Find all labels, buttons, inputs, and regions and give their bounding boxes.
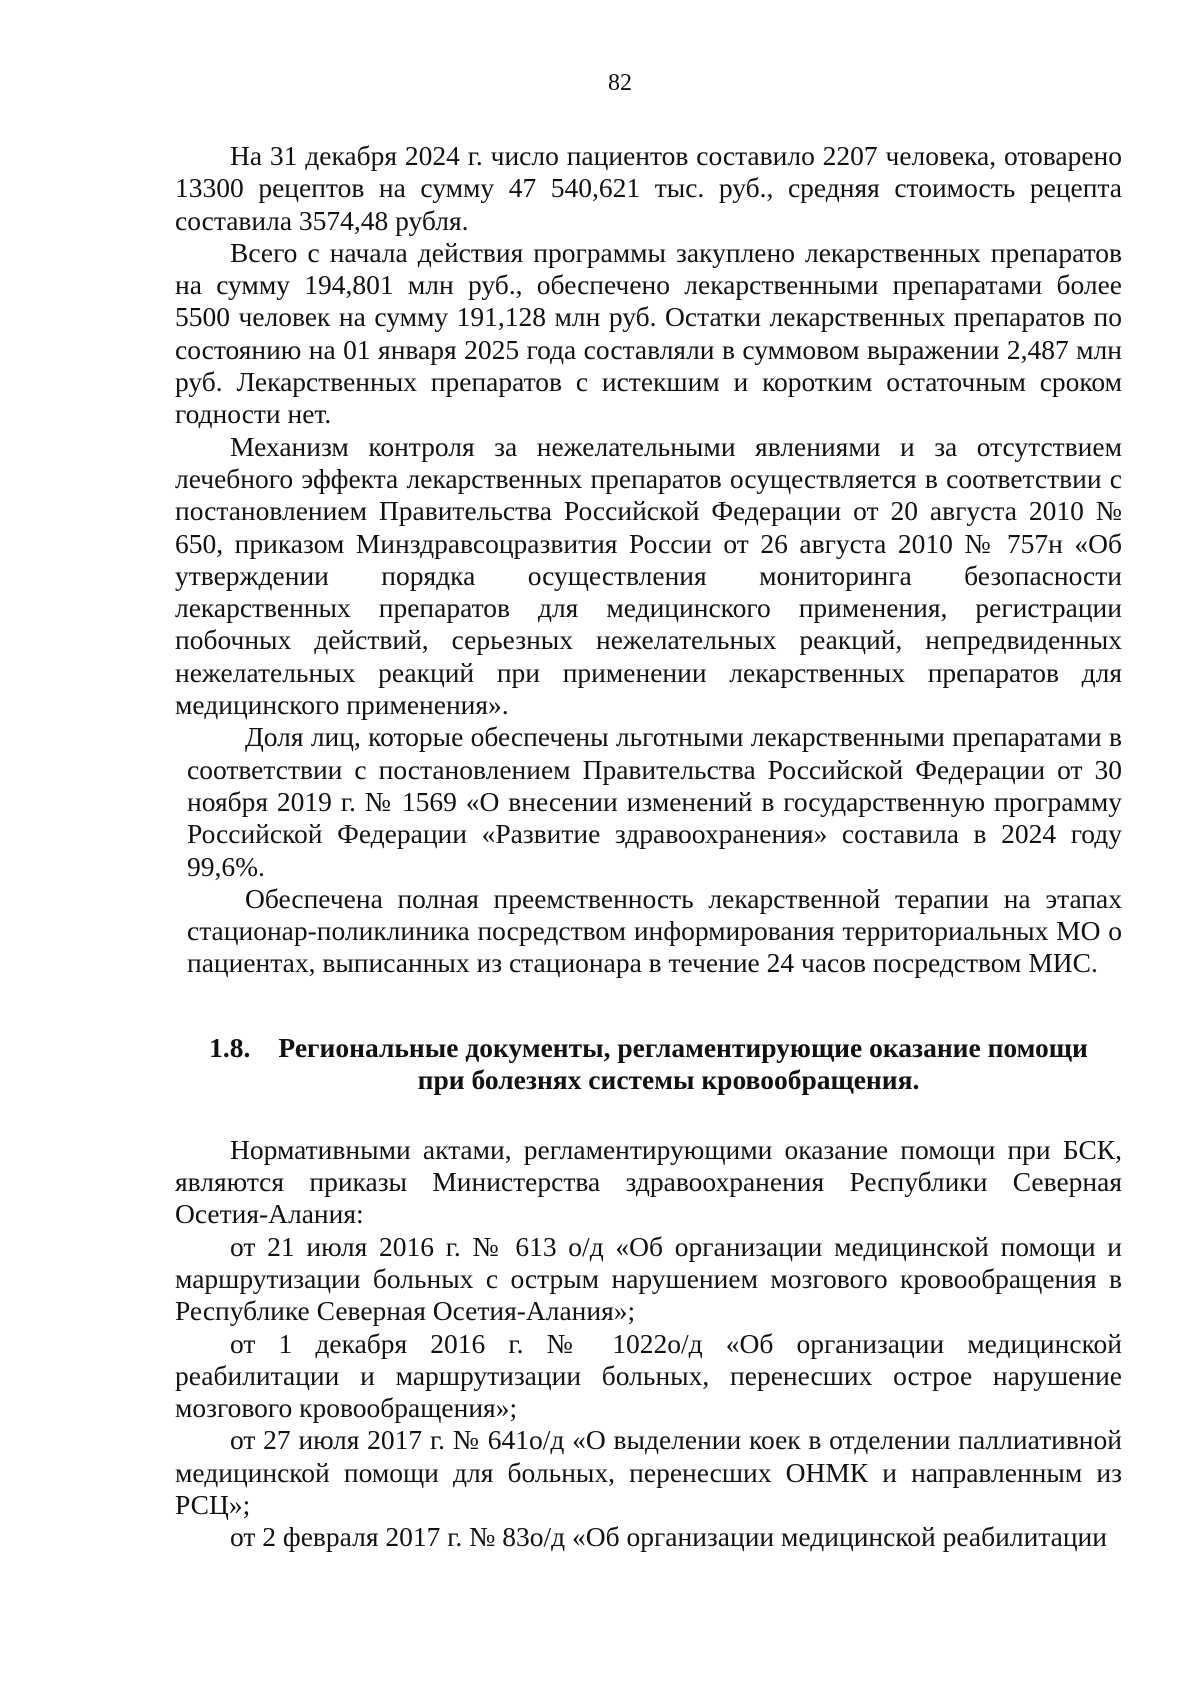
list-item-order-83: от 2 февраля 2017 г. № 83о/д «Об организации медицинской реабилитации bbox=[230, 1521, 1107, 1553]
section-title-line1: Региональные документы, регламентирующие оказание помощи bbox=[278, 1031, 1088, 1063]
section-title-line2: при болезнях системы кровообращения. bbox=[417, 1063, 920, 1095]
paragraph-patients-2024: На 31 декабря 2024 г. число пациентов составило 2207 человека, отоварено 13300 рецептов на сумму 47 540,621 тыс. руб., средняя стоимость рецепта составила 3574,48 рубля. bbox=[175, 140, 1122, 236]
list-item-order-1022: от 1 декабря 2016 г. № 1022о/д «Об организации медицинской реабилитации и маршрутизации больных, перенесших острое нарушение мозгового кровообращения»; bbox=[175, 1327, 1122, 1424]
paragraph-adverse-events-control: Механизм контроля за нежелательными явлениями и за отсутствием лечебного эффекта лекарственных препаратов осуществляется в соответствии с постановлением Правительства Российской Федерации от 20 августа 2010 № 650, приказом Минздравсоцразвития России от 26 августа 2010 № 757н «Об утверждении порядка осуществления мониторинга безопасности лекарственных препаратов для медицинского применения, регистрации побочных действий, серьезных нежелательных реакций, непредвиденных нежелательных реакций при применении лекарственных препаратов для медицинского применения». bbox=[175, 430, 1122, 721]
list-item-order-641: от 27 июля 2017 г. № 641о/д «О выделении коек в отделении паллиативной медицинской помощи для больных, перенесших ОНМК и направленным из РСЦ»; bbox=[175, 1424, 1122, 1520]
paragraph-share-provided: Доля лиц, которые обеспечены льготными лекарственными препаратами в соответствии с постановлением Правительства Российской Федерации от 30 ноября 2019 г. № 1569 «О внесении изменений в государственную программу Российской Федерации «Развитие здравоохранения» составила в 2024 году 99,6%. bbox=[187, 721, 1122, 882]
page-number: 82 bbox=[608, 70, 632, 96]
section-heading bbox=[175, 1032, 1122, 1096]
paragraph-program-purchases: Всего с начала действия программы закуплено лекарственных препаратов на сумму 194,801 млн руб., обеспечено лекарственными препаратами более 5500 человек на сумму 191,128 млн руб. Остатки лекарственных препаратов по состоянию на 01 января 2025 года составляли в суммовом выражении 2,487 млн руб. Лекарственных препаратов с истекшим и коротким остаточным сроком годности нет. bbox=[175, 236, 1122, 430]
document-body bbox=[175, 140, 1122, 1554]
paragraph-continuity-therapy: Обеспечена полная преемственность лекарственной терапии на этапах стационар-поликлиника посредством информирования территориальных МО о пациентах, выписанных из стационара в течение 24 часов посредством МИС. bbox=[187, 882, 1122, 979]
list-item-order-613: от 21 июля 2016 г. № 613 о/д «Об организации медицинской помощи и маршрутизации больных с острым нарушением мозгового кровообращения в Республике Северная Осетия-Алания»; bbox=[175, 1230, 1122, 1327]
paragraph-normative-acts: Нормативными актами, регламентирующими оказание помощи при БСК, являются приказы Министерства здравоохранения Республики Северная Осетия-Алания: bbox=[175, 1133, 1122, 1230]
section-number: 1.8. bbox=[209, 1031, 251, 1063]
section-heading-line1 bbox=[175, 1032, 1122, 1064]
